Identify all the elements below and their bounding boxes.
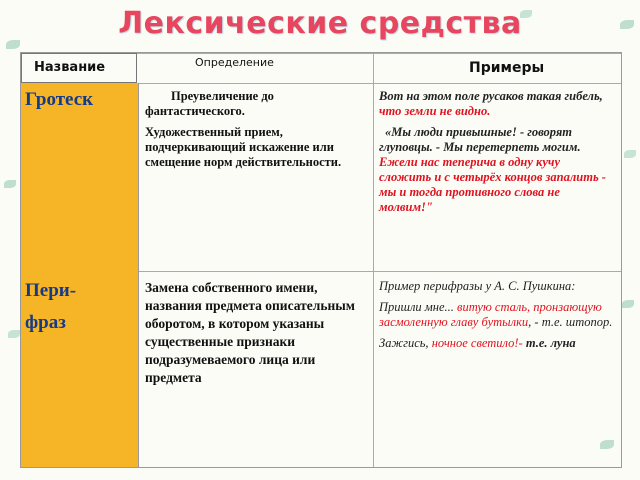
header-examples-cell	[373, 53, 621, 83]
example-paragraph	[379, 336, 615, 351]
leaf-decoration	[4, 180, 16, 188]
leaf-decoration	[624, 150, 636, 158]
row-examples-periphrasis	[379, 279, 615, 357]
definition-line: Преувеличение до фантастического.	[145, 89, 274, 118]
example-highlight: витую сталь, пронзающую засмоленную главу бутылки	[379, 300, 602, 329]
name-line: фраз	[25, 312, 66, 333]
leaf-decoration	[6, 40, 20, 49]
example-highlight: Ежели нас теперича в одну кучу сложить и с четырёх концов запалить - мы и тогда противного слова не молвим!"	[379, 155, 606, 214]
header-definition-cell	[137, 53, 373, 83]
row-name-grotesque: Гротеск	[25, 89, 94, 110]
leaf-decoration	[8, 330, 20, 338]
row-examples-grotesque	[379, 89, 615, 221]
example-paragraph	[379, 89, 615, 119]
page-title: Лексические средства	[118, 6, 522, 41]
row-definition-periphrasis: Замена собственного имени, названия предмета описательным оборотом, в котором указаны существенные признаки подразумеваемого лица или предмета	[145, 280, 355, 385]
example-text: Зажгись,	[379, 336, 432, 350]
name-line: Пери-	[25, 280, 77, 301]
example-intro: Пример перифразы у А. С. Пушкина:	[379, 279, 576, 293]
example-text: , - т.е. штопор.	[528, 315, 613, 329]
grid-line	[139, 271, 621, 272]
example-text: «Мы люди привышные! - говорят глуповцы. - Мы перетерпеть могим.	[379, 125, 581, 154]
example-highlight: что земли не видно.	[379, 104, 491, 118]
row-name-periphrasis	[25, 275, 76, 339]
example-highlight: ночное светило!-	[431, 336, 526, 350]
header-definition: Определение	[195, 56, 274, 69]
row-definition-grotesque	[145, 89, 367, 170]
header-name-cell	[21, 53, 137, 83]
header-name: Название	[34, 60, 106, 75]
grid-line	[139, 83, 621, 84]
example-text: т.е. луна	[525, 336, 576, 350]
example-paragraph	[379, 125, 615, 215]
example-text: Вот на этом поле русаков такая гибель,	[379, 89, 603, 103]
grid-line	[373, 53, 374, 467]
leaf-decoration	[622, 300, 634, 308]
definition-line: Художественный прием, подчеркивающий искажение или смещение норм действительности.	[145, 125, 342, 169]
example-text: Пришли мне...	[379, 300, 458, 314]
example-paragraph	[379, 300, 615, 330]
lexical-table	[20, 52, 622, 468]
header-examples: Примеры	[469, 60, 545, 76]
